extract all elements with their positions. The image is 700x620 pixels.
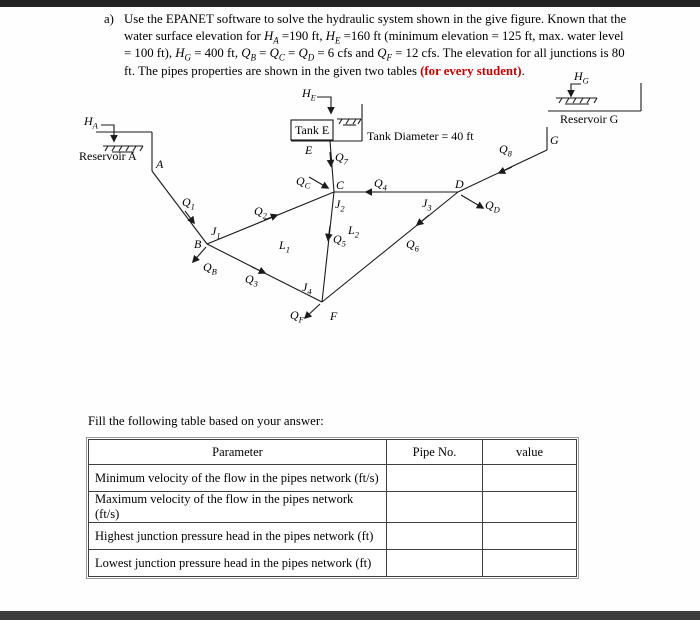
row3-pipe-no [387,523,483,550]
label-ha: $H_A$ [84,114,98,131]
label-node-g: G [550,133,559,147]
qf-demand-arrow [305,304,320,318]
label-q1: $Q_1$ [182,195,195,212]
label-hg: $H_G$ [574,69,589,86]
pipe-e-c [330,141,334,192]
label-tank-diameter: Tank Diameter = 40 ft [367,129,474,143]
answer-table-header-row [89,440,577,465]
label-qd: $Q_D$ [485,198,500,215]
table-row [89,492,577,523]
label-j2: $J_2$ [335,197,345,214]
fill-table-prompt: Fill the following table based on your answer: [88,414,324,428]
header-parameter: Parameter [89,440,387,465]
ha-arrow [101,125,114,141]
label-q7: $Q_7$ [335,150,348,167]
label-he: $H_E$ [302,86,316,103]
label-qf: $Q_F$ [290,308,304,325]
row4-pipe-no [387,550,483,577]
row1-pipe-no [387,465,483,492]
row1-parameter: Minimum velocity of the flow in the pipes network (ft/s) [89,465,387,492]
q6-flow-arrow [417,215,429,225]
row1-value [483,465,577,492]
label-qc: $Q_C$ [296,174,311,191]
label-q3: $Q_3$ [245,272,258,289]
problem-line-3: = 100 ft), $H_G = 400$ ft, $Q_B = Q_C = Q_D = 6$ cfs and $Q_F = 12$ cfs. The elevation for all junctions is 80 [124,46,625,63]
label-l2: $L_2$ [348,223,359,240]
label-node-a: A [156,157,164,171]
label-j1: $J_1$ [211,224,221,241]
label-reservoir-a: Reservoir A [79,149,137,163]
label-j3: $J_3$ [422,196,432,213]
hg-arrow [571,84,581,96]
window-bottom-edge [0,611,700,620]
label-j4: $J_4$ [302,280,312,297]
row4-parameter: Lowest junction pressure head in the pipes network (ft) [89,550,387,577]
label-node-f: F [330,309,338,323]
qc-demand-arrow [309,177,328,188]
label-q4: $Q_4$ [374,176,387,193]
label-node-c: C [336,178,345,192]
label-node-e: E [305,143,313,157]
label-l1: $L_1$ [279,238,290,255]
flow-direction-arrows [185,152,512,277]
problem-line-2: water surface elevation for $H_A =190$ ft, $H_E =160$ ft (minimum elevation = 125 ft, max. water level [124,29,624,46]
label-tank-e: Tank E [295,123,330,137]
row3-value [483,523,577,550]
header-pipe-no: Pipe No. [387,440,483,465]
label-node-d: D [455,177,464,191]
problem-line-1-text: Use the EPANET software to solve the hydraulic system shown in the give figure. Known that the [124,12,627,26]
label-qb: $Q_B$ [203,260,217,277]
pipe-network-lines [152,141,547,302]
header-value: value [483,440,577,465]
row2-parameter: Maximum velocity of the flow in the pipes network (ft/s) [89,492,387,523]
he-arrow [317,97,331,113]
answer-table-wrapper [86,437,579,579]
table-row [89,465,577,492]
reservoir-a-drawing [96,125,152,171]
label-reservoir-g: Reservoir G [560,112,619,126]
qd-demand-arrow [461,195,483,208]
table-row [89,523,577,550]
label-q2: $Q_2$ [254,204,267,221]
q8-flow-arrow [499,167,512,173]
problem-line-4: ft. The pipes properties are shown in the given two tables (for every student). [124,63,525,78]
pipe-a-b [152,171,207,244]
label-q6: $Q_6$ [406,237,419,254]
row4-value [483,550,577,577]
row3-parameter: Highest junction pressure head in the pipes network (ft) [89,523,387,550]
label-q5: $Q_5$ [333,232,346,249]
answer-table [88,439,577,577]
item-label: a) [104,12,114,26]
label-q8: $Q_8$ [499,142,512,159]
table-row [89,550,577,577]
row2-value [483,492,577,523]
label-node-b: B [194,237,202,251]
pipe-c-f [322,192,334,302]
row2-pipe-no [387,492,483,523]
